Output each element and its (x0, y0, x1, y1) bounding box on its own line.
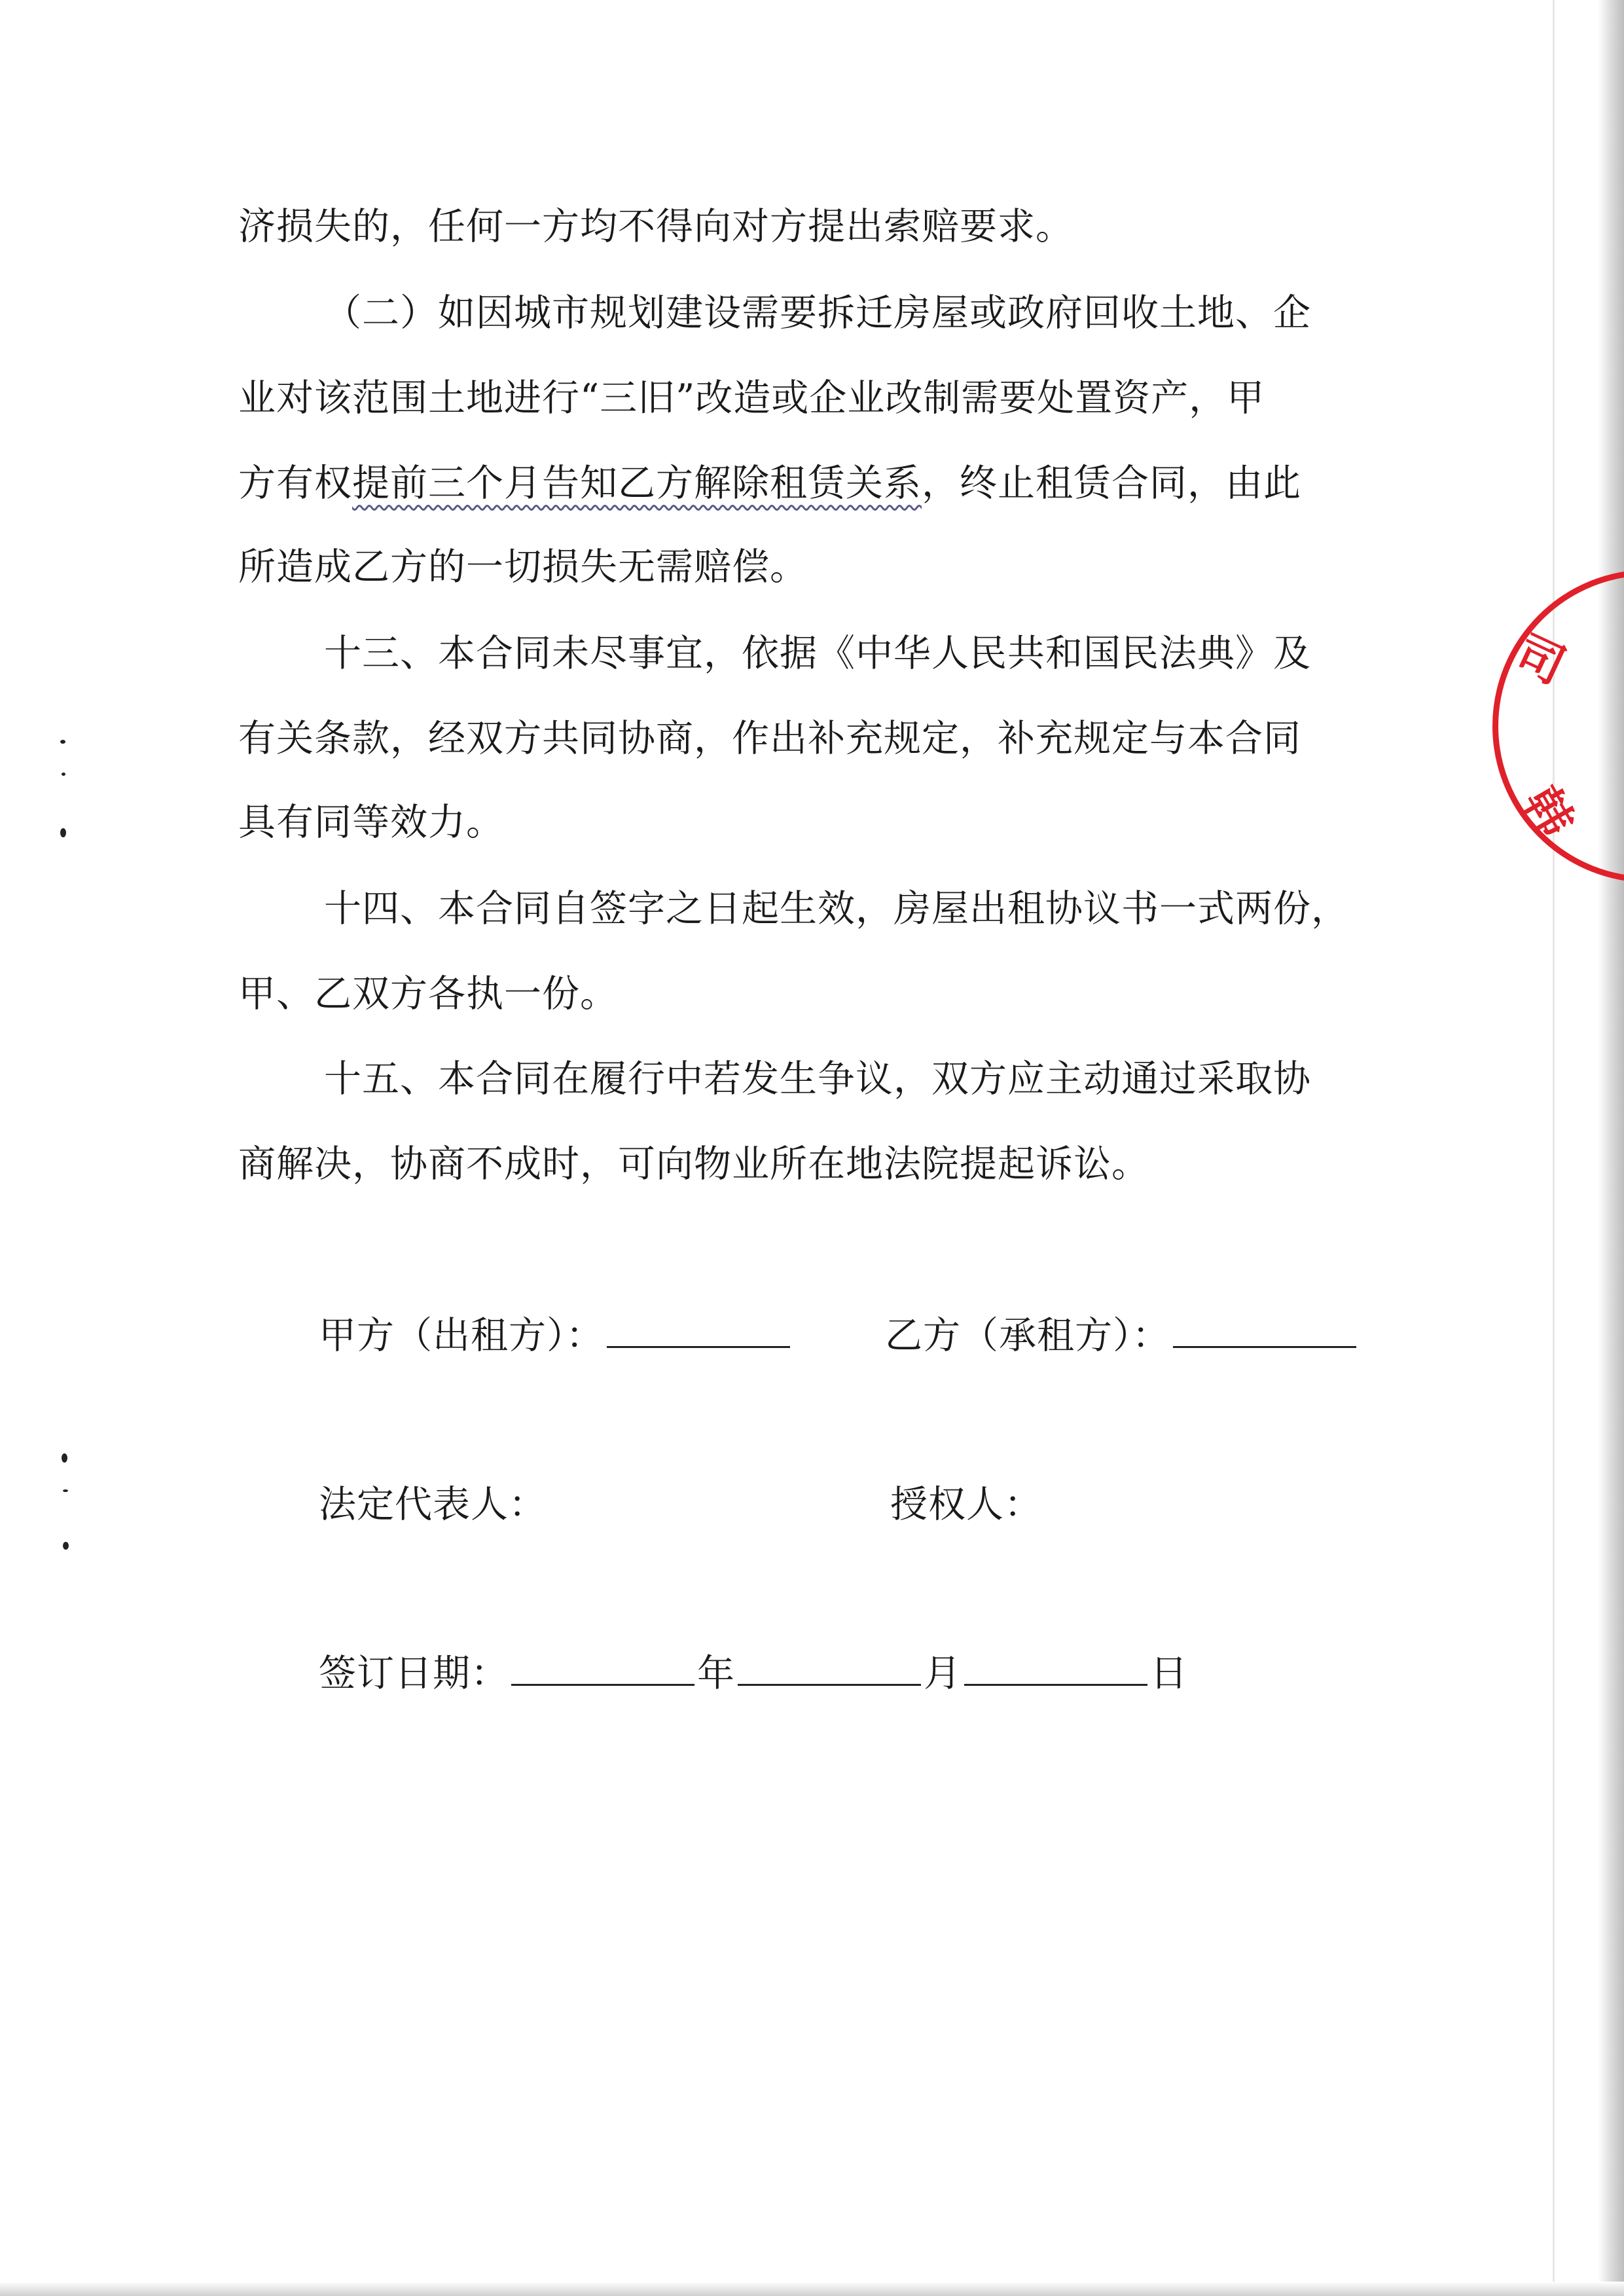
stamp-char-2: 韩 (1513, 777, 1585, 847)
party-a-signature (319, 1314, 793, 1357)
month-blank[interactable] (738, 1684, 921, 1686)
body-line-11: 十五、本合同在履行中若发生争议，双方应主动通过采取协 (324, 1057, 1311, 1101)
scan-speck (60, 828, 66, 837)
body-line-12: 商解决，协商不成时，可向物业所在地法院提起诉讼。 (238, 1142, 1149, 1186)
scan-speck (62, 773, 65, 776)
party-b-label: 乙方（承租方）： (885, 1314, 1170, 1357)
day-blank[interactable] (964, 1684, 1147, 1686)
body-line-9: 十四、本合同自签字之日起生效，房屋出租协议书一式两份， (324, 887, 1349, 930)
signing-date (319, 1652, 1188, 1695)
body-line-4 (238, 462, 1301, 505)
body-line-5: 所造成乙方的一切损失无需赔偿。 (238, 545, 808, 589)
red-seal-stamp (1492, 570, 1624, 883)
body-line-2: （二）如因城市规划建设需要拆迁房屋或政府回收土地、企 (324, 291, 1311, 335)
month-label: 月 (924, 1652, 962, 1695)
scan-speck (63, 1489, 68, 1492)
wavy-underlined-text: 提前三个月告知乙方解除租赁关系 (352, 462, 922, 505)
stamp-char-1: 司 (1507, 625, 1574, 695)
signing-date-label: 签订日期： (319, 1652, 509, 1695)
scan-speck (60, 740, 65, 744)
party-a-label: 甲方（出租方）： (319, 1314, 604, 1357)
scan-speck (62, 1453, 67, 1463)
body-line-3: 业对该范围土地进行“三旧”改造或企业改制需要处置资产，甲 (238, 376, 1265, 420)
party-b-blank[interactable] (1173, 1346, 1356, 1348)
day-label: 日 (1150, 1652, 1188, 1695)
body-line-10: 甲、乙双方各执一份。 (238, 972, 618, 1015)
body-line-6: 十三、本合同未尽事宜，依据《中华人民共和国民法典》及 (324, 632, 1311, 675)
scan-bottom-edge (0, 2282, 1624, 2296)
body-line-4-start: 方有权 (238, 462, 352, 505)
legal-representative-label: 法定代表人： (319, 1483, 547, 1526)
authorized-person-label: 授权人： (890, 1483, 1042, 1526)
party-b-signature (885, 1314, 1359, 1357)
body-line-7: 有关条款，经双方共同协商，作出补充规定，补充规定与本合同 (238, 717, 1301, 760)
party-a-blank[interactable] (607, 1346, 790, 1348)
body-line-1: 济损失的，任何一方均不得向对方提出索赔要求。 (238, 205, 1074, 248)
year-blank[interactable] (511, 1684, 695, 1686)
body-line-4-end: ，终止租赁合同，由此 (922, 462, 1301, 505)
body-line-8: 具有同等效力。 (238, 801, 504, 844)
scan-edge (1598, 0, 1624, 2296)
year-label: 年 (697, 1652, 735, 1695)
scan-edge-line (1553, 0, 1555, 2296)
scan-speck (63, 1542, 69, 1550)
